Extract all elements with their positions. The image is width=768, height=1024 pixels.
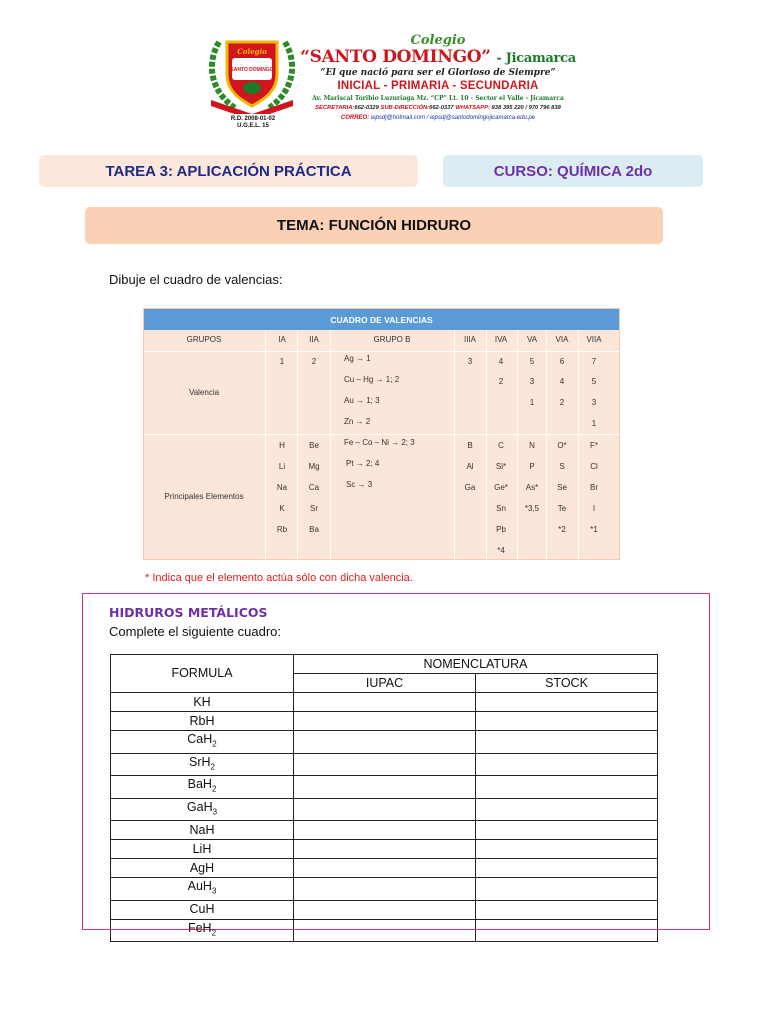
el-iiia-3: Ga: [464, 483, 476, 492]
stock-answer-cell[interactable]: [476, 776, 658, 799]
hdr-grupos: GRUPOS: [186, 335, 222, 344]
formula-base: AgH: [189, 860, 215, 875]
formula-base: RbH: [189, 713, 215, 728]
hidruro-row: [111, 900, 658, 919]
el-va-4: *3,5: [524, 504, 540, 513]
formula-cell: [111, 840, 294, 859]
formula-base: CuH: [189, 902, 215, 916]
val-viia-2: 5: [591, 377, 597, 386]
el-iiia-2: Al: [466, 462, 474, 471]
el-va-1: N: [529, 441, 535, 450]
formula-cell: [111, 878, 294, 901]
formula-base: GaH: [186, 799, 213, 814]
hidruro-row: [111, 878, 658, 901]
hdr-va: VA: [526, 335, 538, 344]
formula-cell: [111, 859, 294, 878]
crest-text-top: Colegio: [237, 47, 267, 56]
el-ia-5: Rb: [276, 525, 288, 534]
formula-subscript: 2: [210, 762, 215, 771]
hidruro-row: [111, 753, 658, 776]
hidruro-row: [111, 693, 658, 712]
col-iupac-header: IUPAC: [294, 674, 476, 693]
formula-cell: [111, 693, 294, 712]
iupac-answer-cell[interactable]: [294, 753, 476, 776]
hidruro-row: [111, 712, 658, 731]
stock-answer-cell[interactable]: [476, 798, 658, 821]
val-viia-1: 7: [591, 357, 597, 366]
hdr-iiia: IIIA: [463, 335, 477, 344]
phone-subdireccion: 662-0337: [429, 105, 454, 111]
hidruro-row: [111, 776, 658, 799]
stock-answer-cell[interactable]: [476, 840, 658, 859]
tarea-banner: TAREA 3: APLICACIÓN PRÁCTICA: [39, 155, 418, 187]
school-phones: [293, 104, 583, 113]
hidruros-instruction: Complete el siguiente cuadro:: [109, 624, 281, 639]
formula-cell: [111, 753, 294, 776]
iupac-answer-cell[interactable]: [294, 776, 476, 799]
el-via-1: O*: [557, 441, 567, 450]
val-ia: 1: [279, 357, 285, 366]
row-label-valencia: Valencia: [188, 388, 220, 397]
val-grupo-b-2: Cu – Hg → 1; 2: [344, 375, 400, 384]
iupac-answer-cell[interactable]: [294, 693, 476, 712]
hidruros-table: [110, 654, 658, 942]
hidruro-row: [111, 840, 658, 859]
hdr-grupo-b: GRUPO B: [373, 335, 411, 344]
formula-subscript: 2: [211, 928, 217, 937]
iupac-answer-cell[interactable]: [294, 859, 476, 878]
school-motto: “El que nació para ser el Glorioso de Siempre”: [320, 68, 556, 78]
rd-info: [223, 116, 283, 130]
el-iva-1: C: [498, 441, 504, 450]
formula-cell: [111, 798, 294, 821]
school-email: [293, 113, 583, 123]
iupac-answer-cell[interactable]: [294, 878, 476, 901]
el-iva-3: Ge*: [494, 483, 508, 492]
valence-table-image: [143, 308, 620, 560]
el-ia-4: K: [279, 504, 285, 513]
val-viia-4: 1: [591, 419, 597, 428]
valence-table-title: CUADRO DE VALENCIAS: [144, 309, 619, 330]
school-name-main: “SANTO DOMINGO”: [300, 47, 491, 67]
val-grupo-b-1: Ag → 1: [344, 354, 371, 363]
school-levels: INICIAL - PRIMARIA - SECUNDARIA: [337, 80, 539, 92]
val-via-2: 4: [559, 377, 565, 386]
col-formula-header: FORMULA: [111, 655, 294, 693]
formula-base: BaH: [187, 777, 212, 791]
instruction-text: Dibuje el cuadro de valencias:: [109, 272, 283, 287]
email-label: CORREO:: [340, 115, 370, 121]
hidruro-row: [111, 798, 658, 821]
formula-subscript: 3: [212, 807, 218, 816]
tema-banner: TEMA: FUNCIÓN HIDRURO: [85, 207, 663, 244]
stock-answer-cell[interactable]: [476, 821, 658, 840]
formula-subscript: 2: [212, 739, 217, 749]
el-grupo-b-3: Sc → 3: [346, 480, 373, 489]
stock-answer-cell[interactable]: [476, 900, 658, 919]
el-via-4: Te: [557, 504, 567, 513]
el-iva-4: Sn: [496, 504, 506, 513]
formula-base: AuH: [187, 879, 212, 893]
formula-cell: [111, 821, 294, 840]
formula-base: KH: [193, 694, 211, 709]
el-grupo-b-1: Fe – Co – Ni → 2; 3: [344, 438, 415, 447]
stock-answer-cell[interactable]: [476, 712, 658, 731]
formula-cell: [111, 919, 294, 942]
val-via-3: 2: [559, 398, 565, 407]
el-ia-1: H: [279, 441, 285, 450]
val-iva-1: 4: [498, 357, 504, 366]
curso-banner: CURSO: QUÍMICA 2do: [443, 155, 703, 187]
el-va-2: P: [529, 462, 535, 471]
phone-secretaria: 662-0329: [354, 105, 379, 111]
stock-answer-cell[interactable]: [476, 878, 658, 901]
el-iva-2: Si*: [495, 462, 507, 471]
stock-answer-cell[interactable]: [476, 919, 658, 942]
val-grupo-b-3: Au → 1; 3: [344, 396, 380, 405]
formula-subscript: 2: [211, 784, 217, 794]
iupac-answer-cell[interactable]: [294, 840, 476, 859]
school-name-suffix: - Jicamarca: [496, 51, 576, 66]
el-iva-5: Pb: [496, 525, 506, 534]
hdr-iva: IVA: [494, 335, 508, 344]
el-ia-2: Li: [278, 462, 286, 471]
crest-text-mid: “SANTO DOMINGO”: [227, 67, 277, 73]
stock-answer-cell[interactable]: [476, 753, 658, 776]
iupac-answer-cell[interactable]: [294, 731, 476, 754]
val-viia-3: 3: [591, 398, 597, 407]
stock-answer-cell[interactable]: [476, 731, 658, 754]
iupac-answer-cell[interactable]: [294, 712, 476, 731]
formula-base: NaH: [189, 822, 215, 837]
el-via-2: S: [559, 462, 565, 471]
header-text-block: [293, 34, 583, 123]
el-va-3: As*: [525, 483, 539, 492]
school-name: [293, 48, 583, 68]
val-iia: 2: [311, 357, 317, 366]
phone-secretaria-label: SECRETARIA:: [315, 105, 355, 111]
stock-answer-cell[interactable]: [476, 693, 658, 712]
el-viia-4: I: [592, 504, 596, 513]
el-iia-1: Be: [309, 441, 319, 450]
formula-subscript: 3: [211, 886, 217, 896]
hidruro-row: [111, 731, 658, 754]
val-va-3: 1: [529, 398, 535, 407]
row-label-elementos: Principales Elementos: [164, 492, 244, 501]
col-stock-header: STOCK: [476, 674, 658, 693]
el-viia-2: Cl: [590, 462, 598, 471]
el-iia-5: Ba: [309, 525, 319, 534]
ugel-number: U.G.E.L. 15: [237, 123, 269, 129]
el-via-5: *2: [558, 525, 566, 534]
stock-answer-cell[interactable]: [476, 859, 658, 878]
school-address: Av. Mariscal Toribio Luzuriaga Mz. “CP” Lt. 10 - Sector el Valle - Jicamarca: [312, 95, 564, 102]
hdr-ia: IA: [278, 335, 286, 344]
val-va-1: 5: [529, 357, 535, 366]
el-ia-3: Na: [276, 483, 288, 492]
school-crest-logo: [205, 34, 300, 114]
el-viia-5: *1: [590, 525, 598, 534]
formula-base: LiH: [192, 841, 212, 856]
el-iia-2: Mg: [308, 462, 320, 471]
hidruro-row: [111, 821, 658, 840]
el-iia-4: Sr: [310, 504, 318, 513]
el-via-3: Se: [557, 483, 567, 492]
hdr-viia: VIIA: [586, 335, 602, 344]
val-iva-2: 2: [498, 377, 504, 386]
iupac-answer-cell[interactable]: [294, 919, 476, 942]
email-value: iepsdj@hotmail.com / iepsdj@santodomingojicamarca.edu.pe: [370, 115, 536, 121]
whatsapp-number: 938 395 220 / 970 796 838: [491, 105, 561, 111]
el-viia-1: F*: [590, 441, 598, 450]
formula-cell: [111, 712, 294, 731]
iupac-answer-cell[interactable]: [294, 821, 476, 840]
el-grupo-b-2: Pt → 2; 4: [346, 459, 380, 468]
hidruro-row: [111, 919, 658, 942]
formula-cell: [111, 776, 294, 799]
hidruro-row: [111, 859, 658, 878]
el-iva-6: *4: [497, 546, 505, 555]
hidruros-title: HIDRUROS METÁLICOS: [109, 605, 268, 620]
val-grupo-b-4: Zn → 2: [344, 417, 371, 426]
iupac-answer-cell[interactable]: [294, 900, 476, 919]
rd-number: R.D. 2008-01-02: [230, 116, 276, 122]
hdr-iia: IIA: [309, 335, 319, 344]
formula-base: SrH: [189, 754, 211, 769]
val-via-1: 6: [559, 357, 565, 366]
formula-cell: [111, 900, 294, 919]
el-iia-3: Ca: [308, 483, 320, 492]
whatsapp-label: WHATSAPP:: [455, 105, 490, 111]
formula-base: FeH: [187, 920, 212, 935]
valence-note: * Indica que el elemento actúa sólo con dicha valencia.: [145, 572, 413, 584]
el-viia-3: Br: [590, 483, 598, 492]
colegio-label: Colegio: [410, 33, 466, 48]
formula-base: CaH: [187, 732, 213, 746]
val-va-2: 3: [529, 377, 535, 386]
phone-subdireccion-label: SUB-DIRECCIÓN:: [380, 105, 430, 111]
col-nomenclatura-header: NOMENCLATURA: [294, 655, 658, 674]
hdr-via: VIA: [555, 335, 569, 344]
iupac-answer-cell[interactable]: [294, 798, 476, 821]
formula-cell: [111, 731, 294, 754]
el-iiia-1: B: [467, 441, 473, 450]
val-iiia: 3: [467, 357, 473, 366]
school-header: [205, 34, 575, 134]
